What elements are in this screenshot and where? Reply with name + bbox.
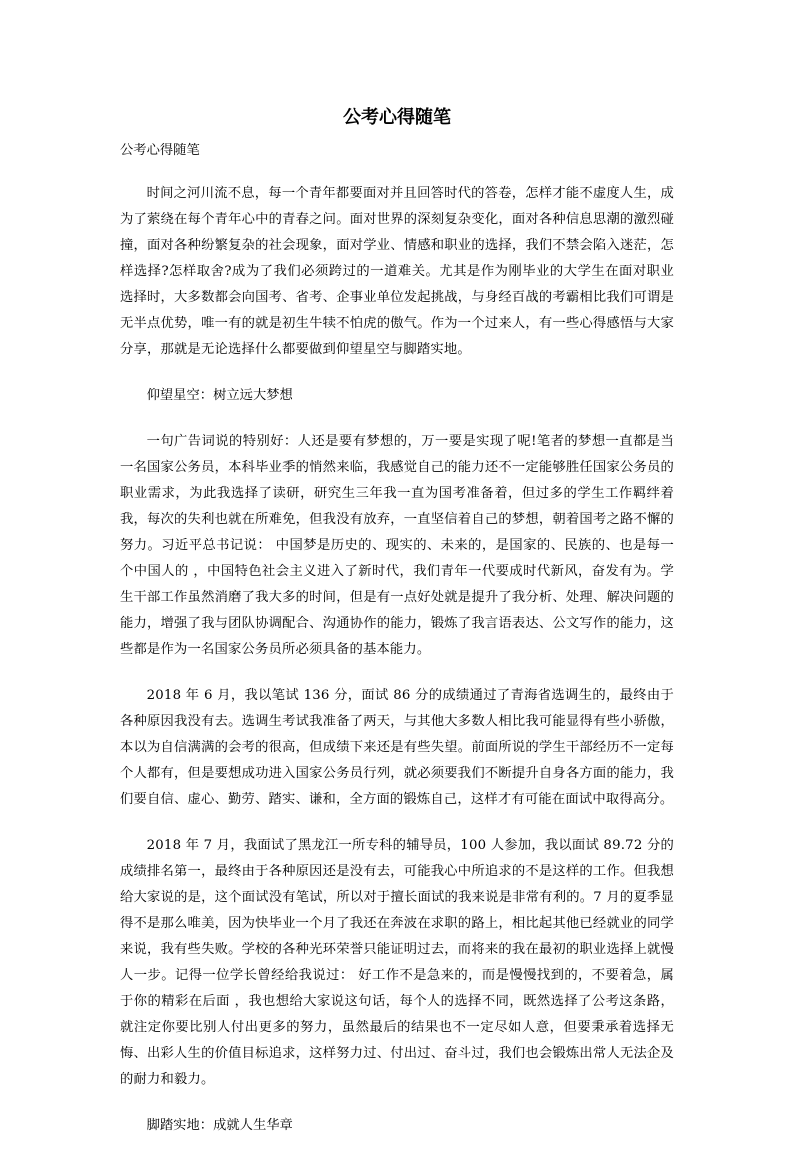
- paragraph-2018-july: 2018 年 7 月，我面试了黑龙江一所专科的辅导员，100 人参加，我以面试 89.72 分的成绩排名第一，最终由于各种原因还是没有去，可能我心中所追求的不是这样的工作。但我想给大家说的是，这个面试没有笔试，所以对于擅长面试的我来说是非常有利的。7 月的夏季显得不是那么唯美，因为快毕业一个月了我还在奔波在求职的路上，相比起其他已经就业的同学来说，我有些失败。学校的各种光环荣誉只能证明过去，而将来的我在最初的职业选择上就慢人一步。记得一位学长曾经给我说过： 好工作不是急来的，而是慢慢找到的，不要着急，属于你的精彩在后面 ，我也想给大家说这句话，每个人的选择不同，既然选择了公考这条路，就注定你要比别人付出更多的努力，虽然最后的结果也不一定尽如人意，但要秉承着选择无悔、出彩人生的价值目标追求，这样努力过、付出过、奋斗过，我们也会锻炼出常人无法企及的耐力和毅力。: [120, 838, 674, 1087]
- paragraph-intro: 时间之河川流不息，每一个青年都要面对并且回答时代的答卷，怎样才能不虚度人生，成为了萦绕在每个青年心中的青春之问。面对世界的深刻复杂变化，面对各种信息思潮的激烈碰撞，面对各种纷繁复杂的社会现象，面对学业、情感和职业的选择，我们不禁会陷入迷茫，怎样选择?怎样取舍?成为了我们必须跨过的一道难关。尤其是作为刚毕业的大学生在面对职业选择时，大多数都会向国考、省考、企事业单位发起挑战，与身经百战的考霸相比我们可谓是无半点优势，唯一有的就是初生牛犊不怕虎的傲气。作为一个过来人，有一些心得感悟与大家分享，那就是无论选择什么都要做到仰望星空与脚踏实地。: [120, 186, 674, 357]
- document-body: [120, 181, 674, 1159]
- document-title: 公考心得随笔: [343, 107, 451, 128]
- paragraph-2018-june: 2018 年 6 月，我以笔试 136 分，面试 86 分的成绩通过了青海省选调生的，最终由于各种原因我没有去。选调生考试我准备了两天，与其他大多数人相比我可能显得有些小骄傲，本以为自信满满的会考的很高，但成绩下来还是有些失望。前面所说的学生干部经历不一定每个人都有，但是要想成功进入国家公务员行列，就必须要我们不断提升自身各方面的能力，我们要自信、虚心、勤劳、踏实、谦和，全方面的锻炼自己，这样才有可能在面试中取得高分。: [120, 688, 674, 807]
- section-heading-grounded: 脚踏实地：成就人生华章: [146, 1118, 293, 1133]
- paragraph-dream: 一句广告词说的特别好：人还是要有梦想的，万一要是实现了呢!笔者的梦想一直都是当一名国家公务员，本科毕业季的悄然来临，我感觉自己的能力还不一定能够胜任国家公务员的职业需求，为此我选择了读研，研究生三年我一直为国考准备着，但过多的学生工作羁绊着我，每次的失利也就在所难免，但我没有放弃，一直坚信着自己的梦想，朝着国考之路不懈的努力。习近平总书记说： 中国梦是历史的、现实的、未来的，是国家的、民族的、也是每一个中国人的 ，中国特色社会主义进入了新时代，我们青年一代要成时代新风，奋发有为。学生干部工作虽然消磨了我大多的时间，但是有一点好处就是提升了我分析、处理、解决问题的能力，增强了我与团队协调配合、沟通协作的能力，锻炼了我言语表达、公文写作的能力，这些都是作为一名国家公务员所必须具备的基本能力。: [120, 434, 674, 657]
- document-subtitle: 公考心得随笔: [120, 143, 200, 158]
- section-heading-aspire: 仰望星空：树立远大梦想: [146, 388, 293, 403]
